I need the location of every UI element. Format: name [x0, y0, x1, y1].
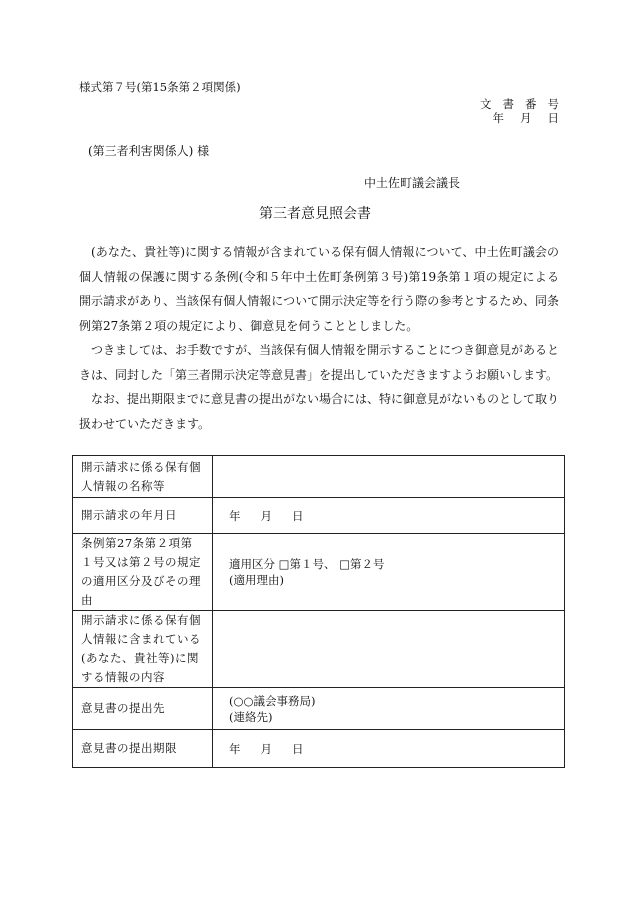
document-number-label: 文書番号	[480, 97, 570, 111]
body-paragraph-3: なお、提出期限までに意見書の提出がない場合には、特に御意見がないものとして取り扱わせていただきます。	[79, 392, 560, 431]
date-month: 月	[520, 111, 532, 125]
row-value-applicable-category	[213, 534, 565, 611]
body-paragraph-1: (あなた、貴社等)に関する情報が含まれている保有個人情報について、中土佐町議会の個人情報の保護に関する条例(令和５年中土佐町条例第３号)第19条第１項の規定による開示請求があり、当該保有個人情報について開示決定等を行う際の参考とするため、同条例第27条第２項の規定により、御意見を伺うこととしました。	[79, 245, 559, 333]
row-label-item-name: 開示請求に係る保有個人情報の名称等	[73, 456, 213, 498]
table-row	[73, 498, 565, 534]
row-value-info-content	[213, 611, 565, 688]
row-label-info-content: 開示請求に係る保有個人情報に含まれている(あなた、貴社等)に関する情報の内容	[73, 611, 213, 688]
info-table	[72, 455, 565, 768]
table-row	[73, 534, 565, 611]
table-row	[73, 611, 565, 688]
row-value-request-date	[213, 498, 565, 534]
body-text	[79, 240, 559, 436]
submission-contact: (連絡先)	[229, 709, 273, 724]
form-number: 様式第７号(第15条第２項関係)	[79, 80, 241, 94]
deadline-day: 日	[292, 741, 304, 756]
document-title: 第三者意見照会書	[259, 206, 371, 222]
date-year: 年	[492, 111, 504, 125]
sender: 中土佐町議会議長	[364, 176, 461, 190]
row-label-applicable-category: 条例第27条第２項第１号又は第２号の規定の適用区分及びその理由	[73, 534, 213, 611]
deadline-month: 月	[260, 741, 272, 756]
date-day: 日	[547, 111, 559, 125]
row-value-submission-destination	[213, 688, 565, 730]
row-label-submission-destination: 意見書の提出先	[73, 688, 213, 730]
category-checkboxes: 適用区分 □第１号、 □第２号	[229, 557, 385, 571]
table-row	[73, 688, 565, 730]
row-label-submission-deadline: 意見書の提出期限	[73, 730, 213, 768]
deadline-year: 年	[229, 741, 241, 756]
request-month: 月	[260, 508, 272, 523]
body-paragraph-2: つきましては、お手数ですが、当該保有個人情報を開示することにつき御意見があるときは、同封した「第三者開示決定等意見書」を提出していただきますようお願いします。	[79, 343, 559, 382]
row-label-request-date: 開示請求の年月日	[73, 498, 213, 534]
row-value-submission-deadline	[213, 730, 565, 768]
request-year: 年	[229, 508, 241, 523]
document-date	[477, 110, 560, 126]
table-row	[73, 456, 565, 498]
table-row	[73, 730, 565, 768]
submission-office: (○○議会事務局)	[229, 693, 316, 708]
row-value-item-name	[213, 456, 565, 498]
category-reason: (適用理由)	[229, 573, 284, 587]
request-day: 日	[292, 508, 304, 523]
addressee: (第三者利害関係人) 様	[88, 144, 210, 158]
